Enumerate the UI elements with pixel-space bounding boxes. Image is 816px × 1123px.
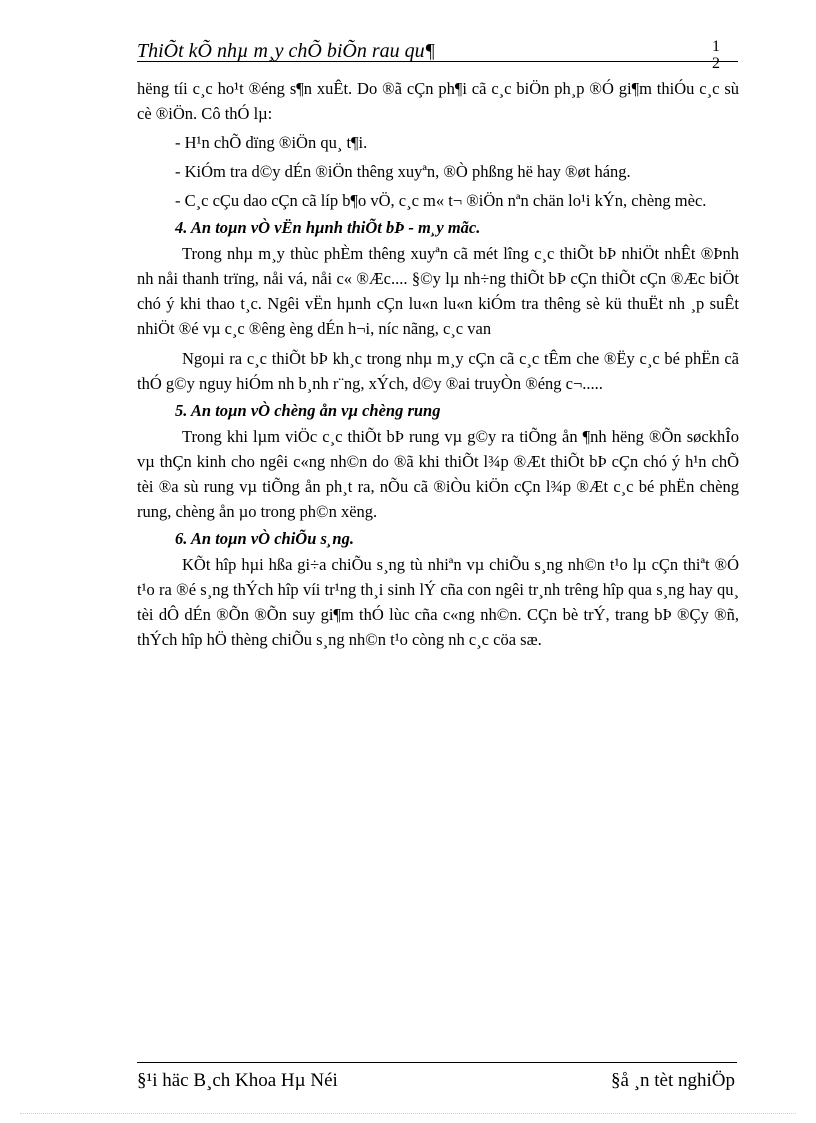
page-number-top: 1	[712, 38, 720, 55]
header-rule	[137, 61, 738, 62]
page-edge-divider	[20, 1113, 796, 1114]
footer-rule	[137, 1062, 737, 1063]
section-heading-5: 5. An toµn vÒ chèng ån vµ chèng rung	[175, 401, 441, 420]
page-number	[709, 38, 723, 72]
list-item: - C¸c cÇu dao cÇn cã líp b¶o vÖ, c¸c m« t¬ ®iÖn nªn chän lo¹i kÝn, chèng mèc.	[175, 191, 707, 210]
section-6-paragraph: KÕt hîp hµi hßa gi÷a chiÕu s¸ng tù nhiªn vµ chiÕu s¸ng nh©n t¹o lµ cÇn thiªt ®Ó t¹o ra ®é s¸ng thÝch hîp víi tr¹ng th¸i sinh lÝ cña con ngêi tr¸nh trêng hîp qua s¸ng hay qu¸ tèi dÔ dÉn ®Õn ®Õn suy gi¶m thÓ lùc cña c«ng nh©n. CÇn bè trÝ, trang bÞ ®Çy ®ñ, thÝch hîp hÖ thèng chiÕu s¸ng nh©n t¹o còng nh c¸c cöa sæ.	[137, 555, 739, 649]
paragraph-continuation: hëng tíi c¸c ho¹t ®éng s¶n xuÊt. Do ®ã cÇn ph¶i cã c¸c biÖn ph¸p ®Ó gi¶m thiÓu c¸c sù cè ®iÖn. Cô thÓ lµ:	[137, 79, 739, 123]
footer-document-type: §å ¸n tèt nghiÖp	[610, 1070, 735, 1091]
section-5-paragraph: Trong khi lµm viÖc c¸c thiÕt bÞ rung vµ g©y ra tiÕng ån ¶nh hëng ®Õn søckhÎo vµ thÇn kinh cho ngêi c«ng nh©n do ®ã khi thiÕt l¾p ®Æt thiÕt bÞ cÇn chó ý h¹n chÕ tèi ®a sù rung vµ tiÕng ån ph¸t ra, nÕu cã ®iÒu kiÖn cÇn l¾p ®Æt c¸c bé phËn chèng rung, chèng ån µo trong ph©n xëng.	[137, 427, 739, 521]
list-item: - KiÓm tra d©y dÉn ®iÖn thêng xuyªn, ®Ò phßng hë hay ®øt háng.	[175, 162, 631, 181]
header-title: ThiÕt kÕ nhµ m¸y chÕ biÕn rau qu¶	[137, 40, 436, 62]
page-number-bottom: 2	[712, 55, 720, 72]
section-4-paragraph: Ngoµi ra c¸c thiÕt bÞ kh¸c trong nhµ m¸y cÇn cã c¸c tÊm che ®Ëy c¸c bé phËn cã thÓ g©y nguy hiÓm nh b¸nh r¨ng, xÝch, d©y ®ai truyÒn ®éng c¬.....	[137, 349, 739, 393]
document-body	[137, 76, 739, 652]
footer-institution: §¹i häc B¸ch Khoa Hµ Néi	[137, 1070, 338, 1091]
section-4-paragraph: Trong nhµ m¸y thùc phÈm thêng xuyªn cã mét lîng c¸c thiÕt bÞ nhiÖt nhÊt ®Þnh nh nåi thanh trïng, nåi vá, nåi c« ®Æc.... §©y lµ nh÷ng thiÕt bÞ cÇn thiÕt cÇn ®Æc biÖt chó ý khi thao t¸c. Ngêi vËn hµnh cÇn lu«n lu«n kiÓm tra thêng sè kü thuËt nh ¸p suÊt nhiÖt ®é vµ c¸c ®êng èng dÉn h¬i, níc nãng, c¸c van	[137, 244, 739, 338]
section-heading-4: 4. An toµn vÒ vËn hµnh thiÕt bÞ - m¸y mãc.	[175, 218, 481, 237]
section-heading-6: 6. An toµn vÒ chiÕu s¸ng.	[175, 529, 354, 548]
list-item: - H¹n chÕ dïng ®iÖn qu¸ t¶i.	[175, 133, 368, 152]
